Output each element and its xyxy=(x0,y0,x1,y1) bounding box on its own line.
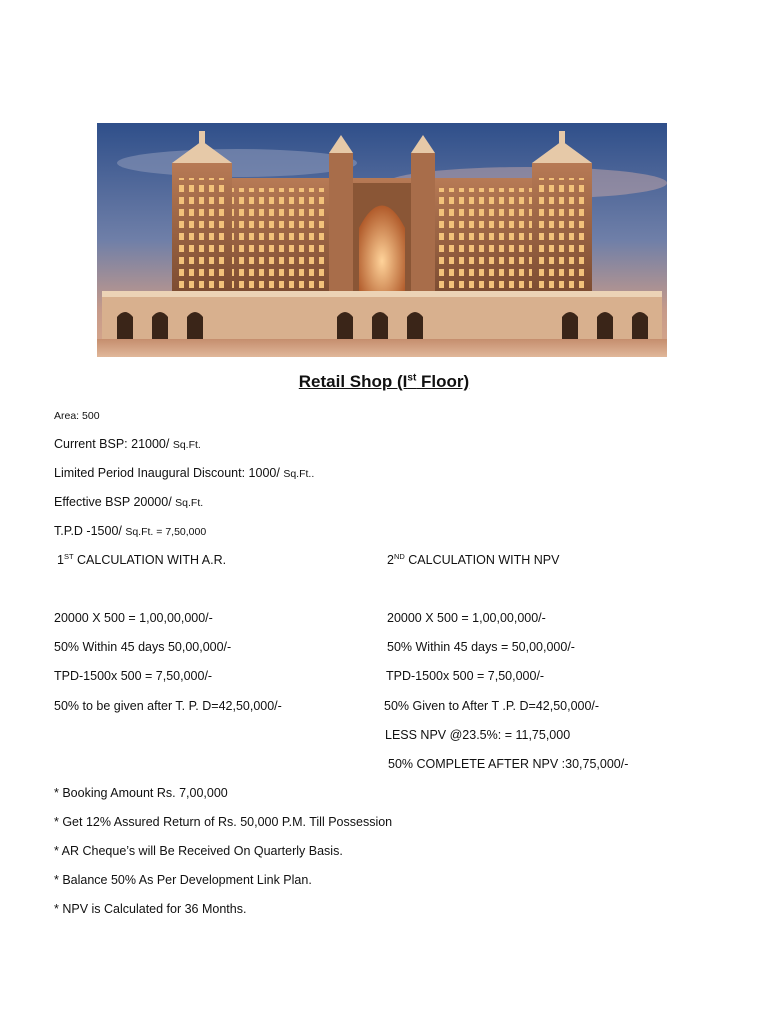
note-item: * NPV is Calculated for 36 Months. xyxy=(54,902,247,916)
calc1-row: 50% to be given after T. P. D=42,50,000/- xyxy=(54,699,282,713)
calc1-row: TPD-1500x 500 = 7,50,000/- xyxy=(54,669,213,683)
calc2-row: 50% Within 45 days = 50,00,000/- xyxy=(387,640,575,654)
calc2-row: TPD-1500x 500 = 7,50,000/- xyxy=(386,669,545,683)
tpd-line: T.P.D -1500/ Sq.Ft. = 7,50,000 xyxy=(54,524,207,538)
calc1-row: 20000 X 500 = 1,00,00,000/- xyxy=(54,611,213,625)
calc2-row: LESS NPV @23.5%: = 11,75,000 xyxy=(385,728,571,742)
calc2-row: 50% Given to After T .P. D=42,50,000/- xyxy=(384,699,600,713)
calc2-row: 50% COMPLETE AFTER NPV :30,75,000/- xyxy=(388,757,629,771)
calc2-heading: 2ND CALCULATION WITH NPV xyxy=(387,551,560,567)
current-bsp-line: Current BSP: 21000/ Sq.Ft. xyxy=(54,437,201,451)
discount-line: Limited Period Inaugural Discount: 1000/ Sq.Ft.. xyxy=(54,466,315,480)
note-item: * Balance 50% As Per Development Link Plan. xyxy=(54,873,312,887)
page-title: Retail Shop (Ist Floor) xyxy=(298,372,470,391)
note-item: * Get 12% Assured Return of Rs. 50,000 P.M. Till Possession xyxy=(54,815,393,829)
note-item: * AR Cheque’s will Be Received On Quarterly Basis. xyxy=(54,844,343,858)
calc1-row: 50% Within 45 days 50,00,000/- xyxy=(54,640,232,654)
area-line: Area: 500 xyxy=(54,410,100,422)
note-item: * Booking Amount Rs. 7,00,000 xyxy=(54,786,228,800)
calc2-row: 20000 X 500 = 1,00,00,000/- xyxy=(387,611,546,625)
calc1-heading: 1ST CALCULATION WITH A.R. xyxy=(57,551,227,567)
hero-building-image xyxy=(97,123,667,357)
effective-bsp-line: Effective BSP 20000/ Sq.Ft. xyxy=(54,495,204,509)
